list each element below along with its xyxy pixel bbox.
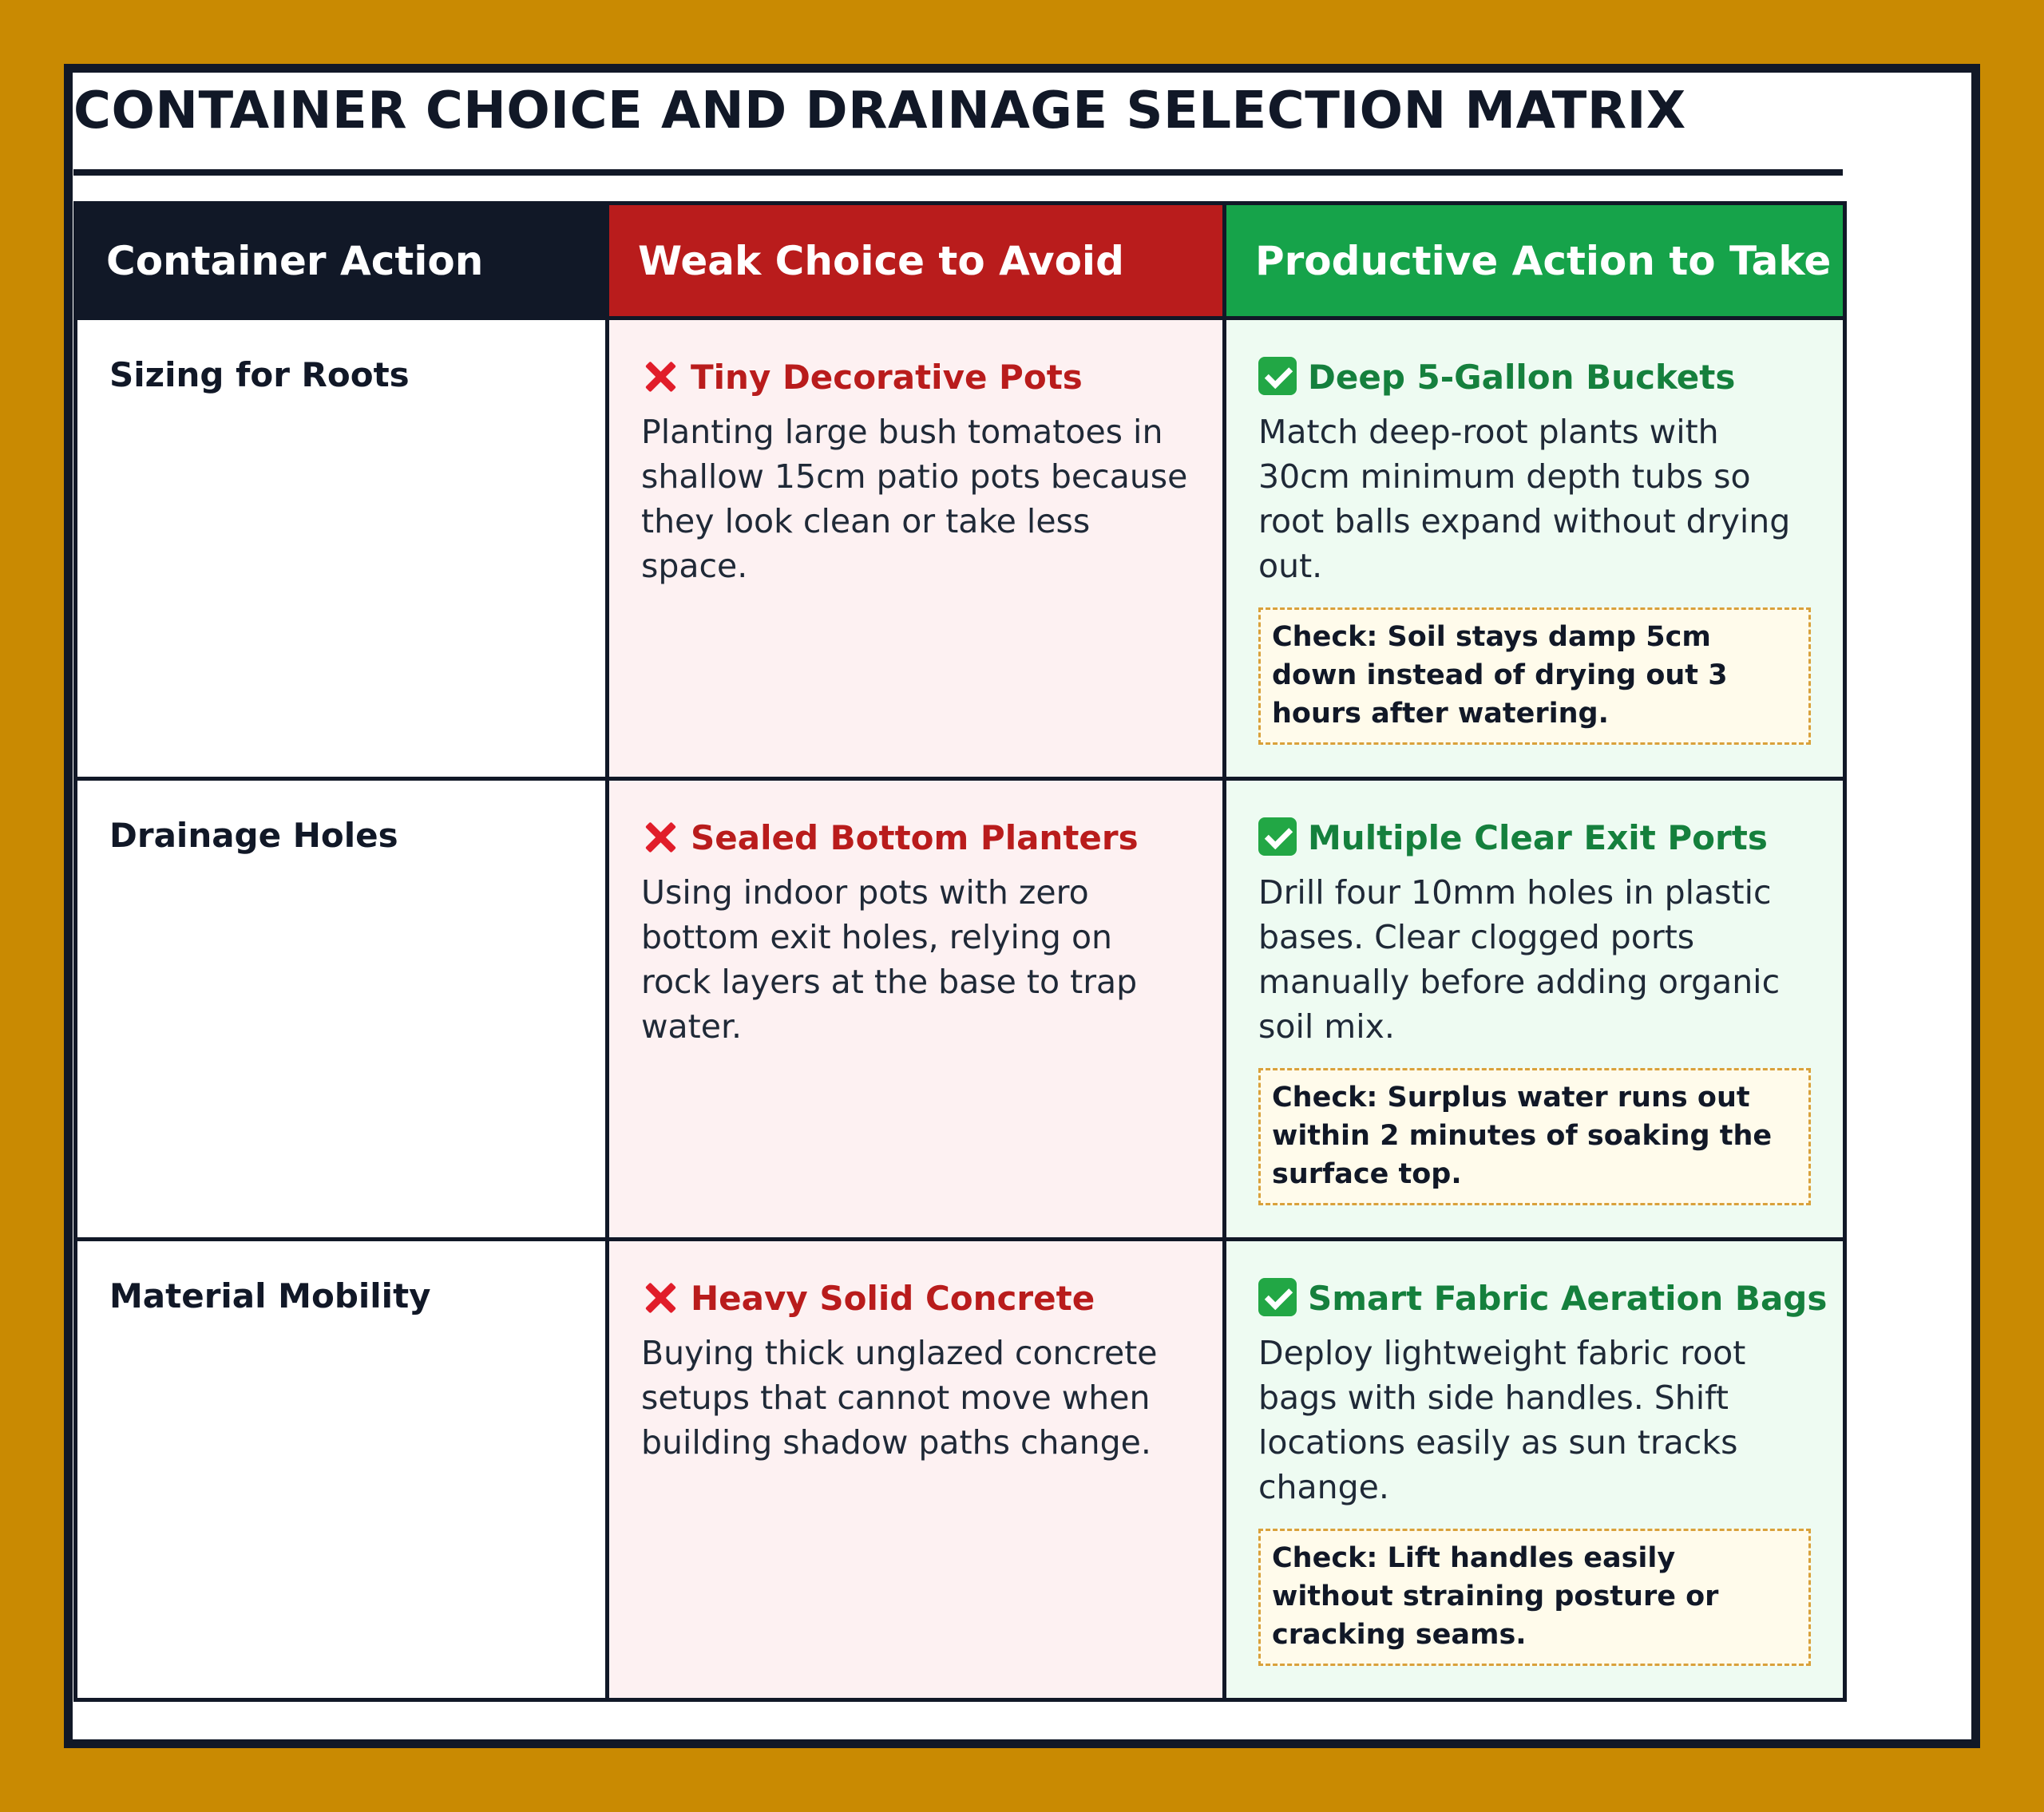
productive-action-title-text: Smart Fabric Aeration Bags	[1308, 1279, 1828, 1318]
productive-action-title-text: Multiple Clear Exit Ports	[1308, 818, 1768, 857]
check-note: Check: Surplus water runs out within 2 minutes of soaking the surface top.	[1258, 1068, 1811, 1205]
productive-action-cell	[1225, 1240, 1845, 1700]
productive-action-description: Drill four 10mm holes in plastic bases. Clear clogged ports manually before adding organic soil mix.	[1258, 873, 1781, 1046]
selection-matrix-table	[73, 201, 1847, 1702]
weak-choice-cell	[608, 1240, 1225, 1700]
weak-choice-title	[641, 816, 1190, 861]
header-weak-choice: Weak Choice to Avoid	[608, 204, 1225, 318]
check-note: Check: Soil stays damp 5cm down instead of drying out 3 hours after watering.	[1258, 607, 1811, 745]
productive-action-description: Match deep-root plants with 30cm minimum depth tubs so root balls expand without drying out.	[1258, 413, 1791, 585]
check-mark-icon	[1258, 357, 1297, 395]
title-divider	[73, 169, 1843, 176]
weak-choice-title-text: Tiny Decorative Pots	[691, 358, 1083, 397]
weak-choice-title	[641, 355, 1190, 400]
cross-mark-icon	[641, 357, 679, 395]
weak-choice-description: Planting large bush tomatoes in shallow 15cm patio pots because they look clean or take less space.	[641, 413, 1188, 585]
productive-action-title-text: Deep 5-Gallon Buckets	[1308, 358, 1736, 397]
header-productive-action: Productive Action to Take	[1225, 204, 1845, 318]
table-row	[76, 779, 1845, 1240]
page-title: CONTAINER CHOICE AND DRAINAGE SELECTION MATRIX	[73, 81, 1686, 140]
weak-choice-cell	[608, 318, 1225, 779]
weak-choice-title	[641, 1276, 1190, 1321]
productive-action-cell	[1225, 318, 1845, 779]
weak-choice-title-text: Sealed Bottom Planters	[691, 818, 1139, 857]
check-note: Check: Lift handles easily without straining posture or cracking seams.	[1258, 1529, 1811, 1666]
productive-action-title	[1258, 816, 1811, 861]
row-action-label: Material Mobility	[76, 1240, 608, 1700]
productive-action-description: Deploy lightweight fabric root bags with side handles. Shift locations easily as sun tracks change.	[1258, 1334, 1746, 1506]
row-action-label: Sizing for Roots	[76, 318, 608, 779]
row-action-label: Drainage Holes	[76, 779, 608, 1240]
weak-choice-description: Buying thick unglazed concrete setups that cannot move when building shadow paths change.	[641, 1334, 1158, 1462]
header-container-action: Container Action	[76, 204, 608, 318]
productive-action-title	[1258, 355, 1811, 400]
table-header-row	[76, 204, 1845, 318]
productive-action-title	[1258, 1276, 1828, 1321]
weak-choice-description: Using indoor pots with zero bottom exit holes, relying on rock layers at the base to trap water.	[641, 873, 1138, 1046]
check-mark-icon	[1258, 1278, 1297, 1316]
weak-choice-title-text: Heavy Solid Concrete	[691, 1279, 1095, 1318]
cross-mark-icon	[641, 817, 679, 856]
productive-action-cell	[1225, 779, 1845, 1240]
cross-mark-icon	[641, 1278, 679, 1316]
table-row	[76, 318, 1845, 779]
table-row	[76, 1240, 1845, 1700]
weak-choice-cell	[608, 779, 1225, 1240]
check-mark-icon	[1258, 817, 1297, 856]
